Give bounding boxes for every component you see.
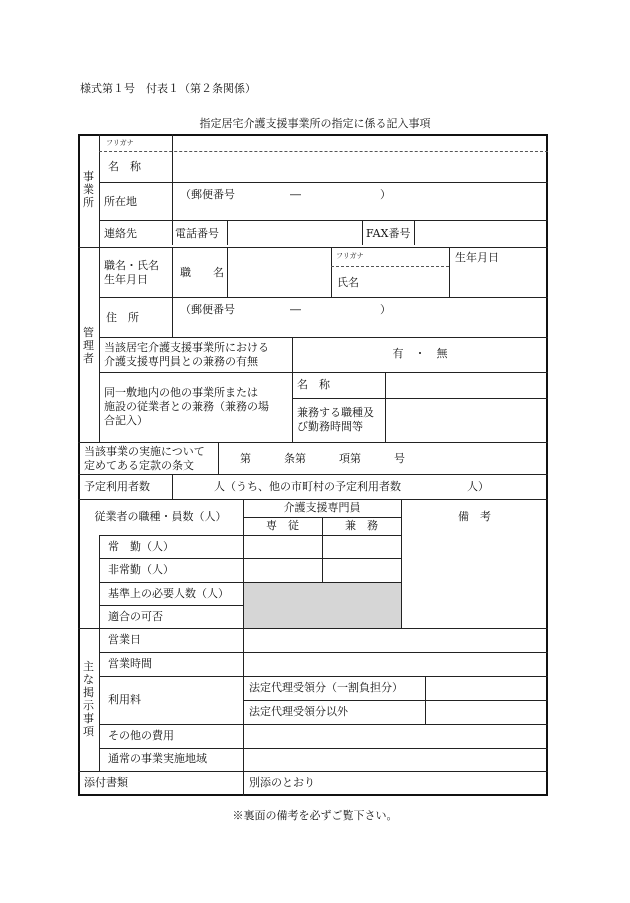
grid-line — [78, 499, 548, 500]
grid-line — [99, 134, 100, 442]
section-label-display: 主な掲示事項 — [83, 660, 94, 738]
concurrent-question: 当該居宅介護支援事業所における 介護支援専門員との兼務の有無 — [104, 341, 269, 368]
staff-row-label: 適合の可否 — [108, 610, 163, 623]
grid-line — [292, 372, 293, 442]
staff-row-label: 常 勤（人） — [108, 540, 174, 553]
grid-line — [292, 398, 548, 399]
manager-furigana-label: フリガナ — [336, 252, 364, 260]
section-label-manager: 管理者 — [83, 326, 94, 365]
furigana-divider — [99, 151, 548, 152]
grid-line — [78, 442, 548, 443]
grid-line — [331, 247, 332, 297]
office-furigana-label: フリガナ — [106, 139, 134, 147]
form-number: 様式第１号 付表１（第２条関係） — [80, 82, 256, 95]
grid-line — [449, 247, 450, 297]
fax-label: FAX番号 — [366, 227, 411, 240]
service-area-label: 通常の事業実施地域 — [108, 752, 207, 765]
grid-line — [99, 182, 548, 183]
grid-line — [362, 220, 363, 245]
form-title: 指定居宅介護支援事業所の指定に係る記入事項 — [199, 117, 431, 130]
full-time-header: 専 従 — [266, 519, 299, 532]
rules-label: 当該事業の実施について 定めてある定款の条文 — [84, 445, 205, 472]
attachments-label: 添付書類 — [84, 776, 128, 789]
other-duty-label: 兼務する職種及 び勤務時間等 — [297, 406, 374, 433]
grid-line — [99, 748, 548, 749]
grid-line — [99, 220, 548, 221]
rules-value: 第 条第 項第 号 — [240, 452, 405, 465]
staff-header: 従業者の職種・員数（人） — [94, 510, 227, 523]
grid-line — [99, 628, 100, 771]
fee-nonproxy-label: 法定代理受領分以外 — [249, 705, 348, 718]
users-label: 予定利用者数 — [84, 480, 150, 493]
office-contact-label: 連絡先 — [104, 227, 137, 240]
grid-line — [99, 372, 548, 373]
office-address-label: 所在地 — [104, 195, 137, 208]
grid-line — [172, 474, 173, 499]
manager-name-label: 氏名 — [337, 276, 359, 289]
remarks-header: 備 考 — [458, 510, 491, 523]
footer-note: ※裏面の備考を必ずご覧下さい。 — [232, 809, 398, 822]
office-postal-close: ） — [380, 188, 391, 201]
shaded-cell — [244, 583, 401, 628]
grid-line — [78, 628, 548, 629]
manager-address-label: 住 所 — [106, 311, 139, 324]
grid-line — [243, 700, 548, 701]
fee-proxy-label: 法定代理受領分（一割負担分） — [249, 681, 403, 694]
grid-line — [227, 247, 228, 297]
business-hours-label: 営業時間 — [108, 657, 152, 670]
attachments-value: 別添のとおり — [249, 776, 315, 789]
business-days-label: 営業日 — [108, 633, 141, 646]
other-concurrent-label: 同一敷地内の他の事業所または 施設の従業者との兼務（兼務の場 合記入） — [104, 386, 269, 427]
manager-dob-label: 生年月日 — [455, 251, 499, 264]
fees-label: 利用料 — [108, 693, 141, 706]
grid-line — [227, 220, 228, 245]
manager-job-title-label: 職 名 — [180, 266, 224, 279]
grid-line — [78, 474, 548, 475]
manager-postal-dash: ― — [290, 303, 301, 316]
grid-line — [99, 724, 548, 725]
grid-line — [99, 297, 548, 298]
grid-line — [99, 535, 401, 536]
grid-line — [99, 337, 548, 338]
office-postal-label: （郵便番号 — [180, 188, 235, 201]
grid-line — [99, 676, 548, 677]
section-label-office: 事業所 — [83, 170, 94, 209]
yes-no-option[interactable]: 有 ・ 無 — [392, 347, 448, 360]
manager-postal-label: （郵便番号 — [180, 303, 235, 316]
grid-line — [78, 771, 548, 772]
furigana-divider — [331, 266, 449, 267]
manager-position-name-dob-label: 職名・氏名 生年月日 — [104, 259, 159, 286]
grid-line — [414, 220, 415, 245]
grid-line — [243, 517, 401, 518]
concurrent-header: 兼 務 — [345, 519, 378, 532]
grid-line — [172, 297, 173, 337]
care-manager-header: 介護支援専門員 — [283, 501, 361, 514]
grid-line — [99, 652, 548, 653]
grid-line — [385, 372, 386, 442]
office-name-label: 名 称 — [108, 160, 141, 173]
grid-line — [78, 247, 548, 248]
grid-line — [172, 247, 173, 297]
other-facility-name-label: 名 称 — [297, 378, 330, 391]
users-value: 人（うち、他の市町村の予定利用者数 人） — [214, 480, 489, 493]
staff-row-label: 非常勤（人） — [108, 563, 174, 576]
staff-row-label: 基準上の必要人数（人） — [108, 587, 229, 600]
phone-label: 電話番号 — [175, 227, 219, 240]
office-postal-dash: ― — [290, 188, 301, 201]
grid-line — [218, 442, 219, 474]
manager-postal-close: ） — [380, 303, 391, 316]
grid-line — [99, 558, 401, 559]
other-costs-label: その他の費用 — [108, 729, 174, 742]
